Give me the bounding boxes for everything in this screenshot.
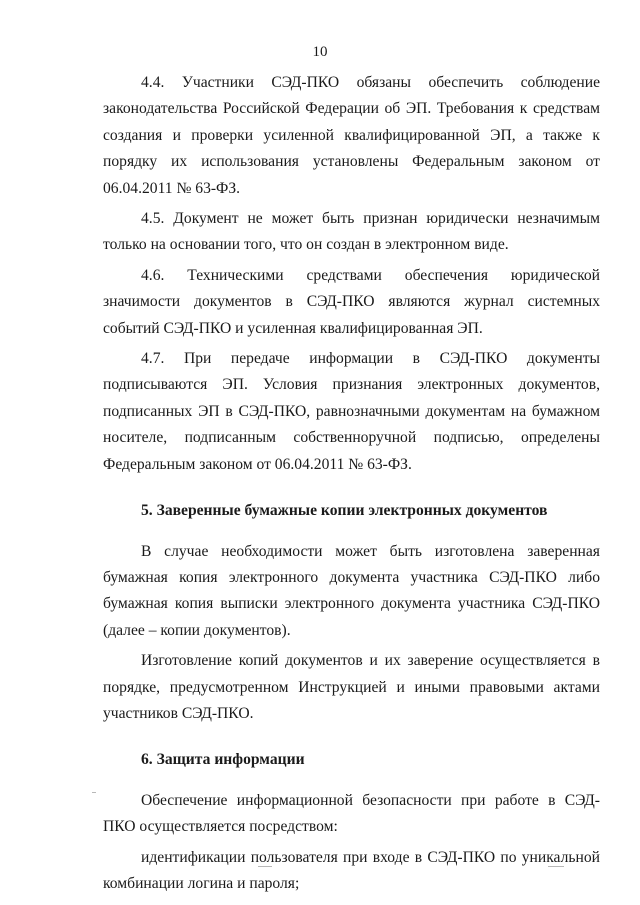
section-6-paragraph-1: Обеспечение информационной безопасности при работе в СЭД-ПКО осуществляется посредством:	[103, 791, 600, 836]
section-5-paragraph-2: Изготовление копий документов и их заверение осуществляется в порядке, предусмотренном Инструкцией и иными правовыми актами участников СЭД-ПКО.	[103, 652, 600, 722]
paragraph-4-5: 4.5. Документ не может быть признан юридически незначимым только на основании того, что он создан в электронном виде.	[103, 210, 600, 254]
section-6-heading: 6. Защита информации	[141, 751, 305, 769]
scan-smudge	[548, 866, 564, 867]
paragraph-4-6: 4.6. Техническими средствами обеспечения юридической значимости документов в СЭД-ПКО являются журнал системных событий СЭД-ПКО и усиленная квалифицированная ЭП.	[103, 266, 600, 337]
section-5-paragraph-1: В случае необходимости может быть изготовлена заверенная бумажная копия электронного документа участника СЭД-ПКО либо бумажная копия выписки электронного документа участника СЭД-ПКО (далее – копии документов).	[103, 542, 600, 639]
page-number: 10	[312, 44, 328, 60]
scan-smudge	[92, 792, 96, 793]
document-body	[103, 70, 600, 897]
paragraph-4-7: 4.7. При передаче информации в СЭД-ПКО документы подписываются ЭП. Условия признания электронных документов, подписанных ЭП в СЭД-ПКО, равнозначными документам на бумажном носителе, подписанным собственноручной подписью, определены Федеральным законом от 06.04.2011 № 63-ФЗ.	[103, 350, 600, 473]
paragraph-4-4: 4.4. Участники СЭД-ПКО обязаны обеспечить соблюдение законодательства Российской Федерации об ЭП. Требования к средствам создания и проверки усиленной квалифицированной ЭП, а также к порядку их использования установлены Федеральным законом от 06.04.2011 № 63-ФЗ.	[103, 74, 600, 197]
section-6-paragraph-2: идентификации пользователя при входе в СЭД-ПКО по уникальной комбинации логина и пароля;	[103, 848, 600, 892]
section-5-heading: 5. Заверенные бумажные копии электронных документов	[141, 502, 548, 520]
scan-smudge	[258, 866, 272, 867]
